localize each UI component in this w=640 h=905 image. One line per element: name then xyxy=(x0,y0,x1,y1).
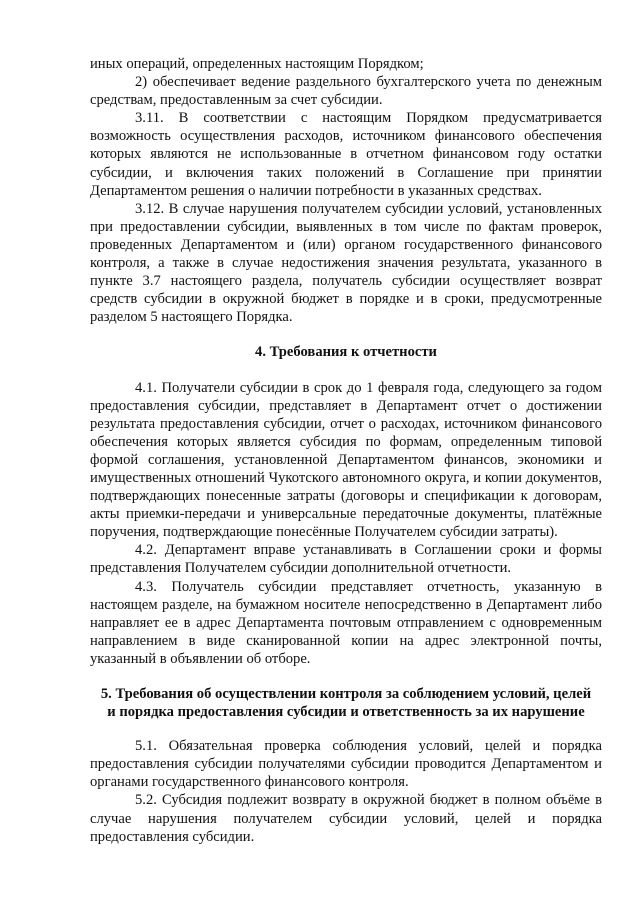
section-5-heading-line2: и порядка предоставления субсидии и ответственность за их нарушение xyxy=(107,704,585,721)
paragraph-5-2: 5.2. Субсидия подлежит возврату в окружной бюджет в полном объёме в случае нарушения получателем субсидии условий, целей и порядка предоставления субсидии. xyxy=(90,792,602,845)
paragraph-4-1: 4.1. Получатели субсидии в срок до 1 февраля года, следующего за годом предоставления субсидии, представляет в Департамент отчет о достижении результата предоставления субсидии, отчет о расходах, источником финансового обеспечения которых является субсидия по формам, определенным типовой формой соглашения, установленной Департаментом финансов, экономики и имущественных отношений Чукотского автономного округа, и копии документов, подтверждающих понесенные затраты (договоры и спецификации к договорам, акты приемки-передачи и универсальные передаточные документы, платёжные поручения, подтверждающие понесённые Получателем субсидии затраты). xyxy=(90,379,602,541)
section-4-heading: 4. Требования к отчетности xyxy=(255,344,437,361)
paragraph-4-3: 4.3. Получатель субсидии представляет отчетность, указанную в настоящем разделе, на бумажном носителе непосредственно в Департамент либо направляет ее в адрес Департамента почтовым отправлением с одновременным направлением в виде сканированной копии на адрес электронной почты, указанный в объявлении об отборе. xyxy=(90,578,602,667)
section-5-heading xyxy=(90,685,602,721)
paragraph-5-1: 5.1. Обязательная проверка соблюдения условий, целей и порядка предоставления субсидии получателями субсидии проводится Департаментом и органами государственного финансового контроля. xyxy=(90,738,602,791)
paragraph-item-2: 2) обеспечивает ведение раздельного бухгалтерского учета по денежным средствам, предоставленным за счет субсидии. xyxy=(90,74,602,109)
paragraph-4-2: 4.2. Департамент вправе устанавливать в Соглашении сроки и формы представления Получателем субсидии дополнительной отчетности. xyxy=(90,542,602,577)
document-page xyxy=(90,55,602,846)
paragraph-continuation: иных операций, определенных настоящим Порядком; xyxy=(90,56,424,72)
paragraph-3-12: 3.12. В случае нарушения получателем субсидии условий, установленных при предоставлении субсидии, выявленных в том числе по фактам проверок, проведенных Департаментом и (или) органом государственного финансового контроля, а также в случае недостижения значения результата, указанного в пункте 3.7 настоящего раздела, получатель субсидии осуществляет возврат средств субсидии в окружной бюджет в порядке и в сроки, предусмотренные разделом 5 настоящего Порядка. xyxy=(90,200,602,326)
paragraph-3-11: 3.11. В соответствии с настоящим Порядком предусматривается возможность осуществления расходов, источником финансового обеспечения которых являются не использованные в отчетном финансовом году остатки субсидии, и включения таких положений в Соглашение при принятии Департаментом решения о наличии потребности в указанных средствах. xyxy=(90,110,602,199)
section-5-heading-line1: 5. Требования об осуществлении контроля за соблюдением условий, целей xyxy=(100,686,592,702)
